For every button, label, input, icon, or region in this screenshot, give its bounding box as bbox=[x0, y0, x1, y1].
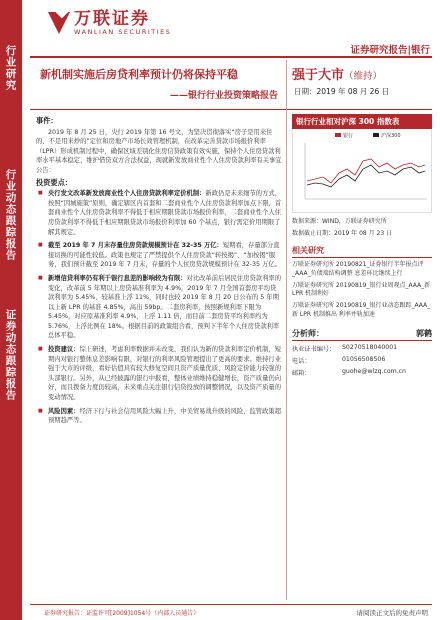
view-item-text: 新政仍是未来细节的方式，按照“因城施策”原则，确定辖区内首套和二套商业性个人住房贷款利率加点下限，首套商业性个人住房贷款利率不得低于相应期限贷款市场报价利率，二套商业性个人住房贷款利率不得低于相应期限贷款市场报价利率加 60 个基点，银行需定价用期限了解其规定。 bbox=[48, 190, 282, 236]
phone-label: 电话： bbox=[292, 357, 311, 365]
title-divider bbox=[30, 109, 432, 110]
right-column bbox=[292, 114, 432, 377]
wanlian-logo-icon bbox=[48, 12, 70, 34]
email-address[interactable]: guohe@wlzq.com.cn bbox=[342, 367, 406, 375]
chart-title: 银行行业相对沪深 300 指数表 bbox=[292, 114, 432, 129]
views-heading: 投资要点： bbox=[36, 177, 72, 187]
company-logo bbox=[48, 10, 171, 36]
cert-label: 执业证书编号： bbox=[292, 345, 336, 353]
analyst-cert-row bbox=[292, 344, 432, 353]
relative-performance-chart bbox=[292, 129, 432, 213]
sidebar-tag-report-type: 行业动态跟踪报告 bbox=[4, 169, 17, 261]
title-block bbox=[30, 60, 284, 110]
email-label: 邮箱： bbox=[292, 369, 311, 377]
view-item bbox=[36, 345, 282, 403]
analyst-label: 分析师： bbox=[292, 328, 324, 338]
sidebar-tag-industry: 行业研究 bbox=[4, 45, 17, 91]
related-research-item[interactable]: 万联证券研究所 20190819_银行业动态跟踪_AAA_新 LPR 机制推出 利率并轨加速 bbox=[292, 302, 431, 318]
rating-block bbox=[288, 60, 432, 110]
phone-number: 01056508506 bbox=[342, 355, 386, 363]
analyst-email-row bbox=[292, 368, 432, 377]
risk-heading: 风险因素： bbox=[48, 407, 80, 415]
column-separator bbox=[286, 60, 287, 600]
rating-maintain: （维持） bbox=[344, 71, 383, 82]
chart-cutoff-date: 数据截止日期：2019 年 08 月 23 日 bbox=[292, 230, 393, 237]
view-item bbox=[36, 189, 282, 237]
report-subtitle: ——银行行业投资策略报告 bbox=[169, 91, 278, 101]
footer-license: 证券研究报告：证监许可[2009]1054号（内部人员通告） bbox=[44, 610, 200, 617]
left-sidebar bbox=[0, 0, 22, 620]
rating-label: 强于大市 bbox=[292, 68, 345, 83]
view-item-heading: 央行发文改革新发放商业性个人住房贷款利率定价机制： bbox=[48, 190, 206, 198]
footer-disclaimer: 请阅读正文后的免责声明 bbox=[356, 609, 428, 617]
series-line-bank bbox=[307, 159, 425, 183]
legend-label-csi300: 沪深300 bbox=[381, 133, 401, 139]
series-line-csi300 bbox=[307, 165, 425, 187]
related-research-item[interactable]: 万联证券研究所 20190821_证券银行半年报点评_AAA_负债端结构调整 息差环比继续上行 bbox=[292, 261, 424, 277]
report-date: 日期：2019 年 08 月 26 日 bbox=[294, 87, 390, 96]
view-item-heading: 投资建议： bbox=[48, 346, 80, 354]
header-divider bbox=[30, 56, 432, 58]
chart-source: 数据来源：WIND，万联证券研究所 bbox=[292, 218, 387, 225]
view-item-text: 对比改革前后居民住房贷款利率的变化，改革前 5 年期以上房贷基准利率为 4.9%，2019 年 7 月全国首套房平均贷款利率为 5.45%，较基准上浮 11%，同时也较 2019 年 8 月 20 日公布的 5 年期以上新 LPR 的基准 4.85%，高出 59bp。二套房利率，按照新规利率下限为 5.45%，对应原基准利率 4.9%，上浮 1.11 倍，而目前二套房贷平均利率约为 5.76%，上浮比例在 18%。根据目前的政策组合看，预判下半年个人住房贷款利率总体平稳。 bbox=[48, 274, 281, 340]
main-column bbox=[36, 114, 282, 430]
report-category: 证券研究报告|银行 bbox=[350, 45, 430, 56]
sidebar-tag-securities: 证券动态跟踪报告 bbox=[4, 309, 17, 401]
related-research-heading: 相关研究 bbox=[292, 245, 432, 258]
logo-chinese-name: 万联证券 bbox=[74, 9, 150, 29]
industry-rating bbox=[292, 64, 382, 83]
analyst-phone-row bbox=[292, 356, 432, 365]
view-item bbox=[36, 241, 282, 270]
cert-number: S0270518040001 bbox=[342, 343, 398, 351]
analyst-heading bbox=[292, 328, 432, 341]
footer-divider bbox=[30, 604, 432, 605]
related-research-item[interactable]: 万联证券研究所 20190819_银行业周观点_AAA_新 LPR 机制利好 bbox=[292, 281, 431, 298]
events-text: 2019 年 8 月 25 日，央行 2019 年第 16 号文，为坚决贯彻落实“房子是用来住的、不是用来炒的”定位和房地产市场长效管理机制，在改革完善贷款市场报价利率（LPR）形成机制过程中，确保区域差别化住房信贷政策有效实施，保持个人住房贷款利率水平基本稳定，维护借贷双方合法权益，现就新发放商业性个人住房贷款利率有关事宜公告： bbox=[36, 128, 282, 174]
risk-item bbox=[36, 407, 282, 426]
legend-swatch-csi300 bbox=[373, 133, 379, 137]
view-item-heading: 截至 2019 年 7 月末存量住房贷款规模预计在 32-35 万亿： bbox=[48, 242, 223, 250]
chart-svg bbox=[293, 129, 431, 213]
view-item-text: 综上研述，考虑利率数据并未改变，我们认为新的贷款利率定价机制，短期内对银行整体息差影响有限，对银行的利率风险管理提出了更高的要求。维持行业强于大市的评级，看好估值具有较大修复空间且资产质量优质、风险定价能力较强的头部银行。另外，从已经披露的银行中报看，整体业绩维持稳健增长，资产质量仍向好，而且拨备力度仍较高，未来重点关注银行信贷投放的调整情况，以及资产质量的变动情况。 bbox=[48, 346, 281, 402]
report-title: 新机制实施后房贷利率预计仍将保持平稳 bbox=[40, 68, 238, 81]
legend-label-bank: 银行 bbox=[343, 133, 354, 139]
view-item bbox=[36, 274, 282, 341]
logo-english-name: WANLIAN SECURITIES bbox=[74, 28, 172, 36]
view-item-heading: 新增信贷利率仍有利于银行息差的影响较为有限： bbox=[48, 274, 187, 282]
analyst-name: 郭鹤 bbox=[416, 328, 432, 338]
events-heading: 事件： bbox=[36, 116, 58, 125]
legend-swatch-bank bbox=[335, 133, 341, 137]
risk-text: 经济下行与社会信用风险大幅上升，中美贸易战升级的风险，监管政策超预期趋严等。 bbox=[48, 407, 281, 425]
view-item-text: 短期看，存量部分直接切换的可能性较低。政策也规定了严禁提供个人住房贷款“转按揭”、“加按揭”服务，我们预计截至 2019 年 7 月末，存量的个人住房贷款规模预计在 32-35 万亿。 bbox=[48, 242, 281, 269]
